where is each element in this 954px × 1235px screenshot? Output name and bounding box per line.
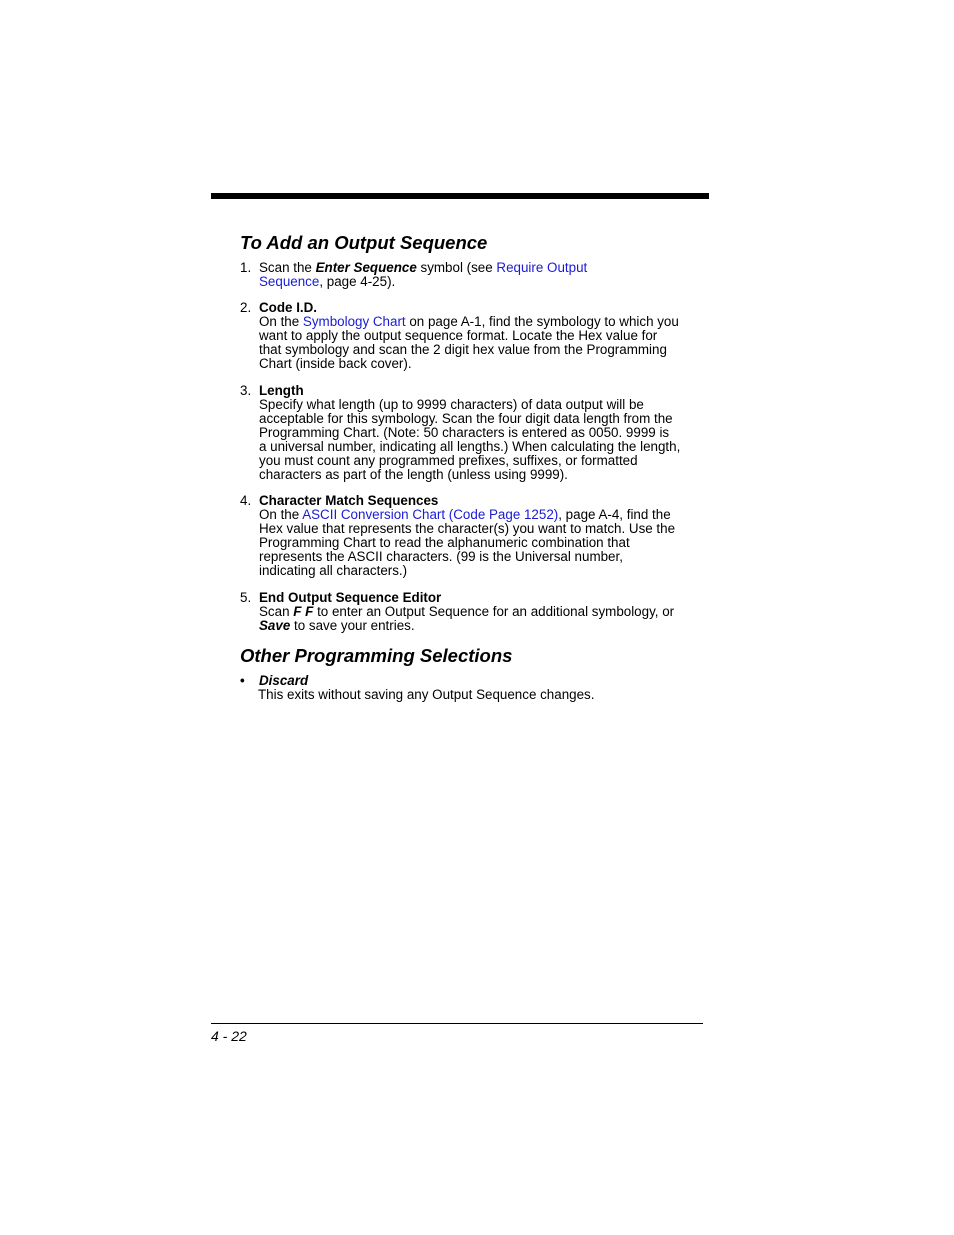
step-text: to save your entries.	[290, 618, 415, 633]
step-text: indicating all characters.)	[259, 563, 408, 578]
save-symbol: Save	[259, 618, 291, 633]
step-1	[240, 261, 710, 289]
step-text: represents the ASCII characters. (99 is the Universal number,	[259, 549, 623, 564]
step-title: Character Match Sequences	[259, 493, 439, 508]
step-number: 5.	[240, 590, 252, 605]
step-text: that symbology and scan the 2 digit hex value from the Programming	[259, 342, 667, 357]
step-text: symbol (see	[416, 260, 497, 275]
step-text: Programming Chart. (Note: 50 characters is entered as 0050. 9999 is	[259, 425, 670, 440]
step-text: to enter an Output Sequence for an additional symbology, or	[313, 604, 675, 619]
symbology-chart-link[interactable]: Symbology Chart	[302, 314, 406, 329]
ff-symbol: F F	[293, 604, 314, 619]
step-5	[240, 591, 710, 633]
step-text: Programming Chart to read the alphanumeric combination that	[259, 535, 630, 550]
step-title: Length	[259, 383, 304, 398]
step-text: Chart (inside back cover).	[259, 356, 412, 371]
step-text: , page A-4, find the	[558, 507, 671, 522]
page-number: 4 - 22	[211, 1028, 247, 1044]
require-output-sequence-link[interactable]: Require Output	[496, 260, 588, 275]
step-number: 2.	[240, 300, 252, 315]
step-text: characters as part of the length (unless using 9999).	[259, 467, 568, 482]
step-text: you must count any programmed prefixes, suffixes, or formatted	[259, 453, 638, 468]
step-text: want to apply the output sequence format. Locate the Hex value for	[259, 328, 658, 343]
discard-description: This exits without saving any Output Sequence changes.	[258, 687, 595, 702]
discard-item	[240, 674, 710, 702]
step-text: on page A-1, find the symbology to which you	[405, 314, 679, 329]
step-title: End Output Sequence Editor	[259, 590, 442, 605]
step-title: Code I.D.	[259, 300, 318, 315]
step-text: Scan the	[259, 260, 316, 275]
require-output-sequence-link[interactable]: Sequence	[259, 274, 320, 289]
step-text: acceptable for this symbology. Scan the four digit data length from the	[259, 411, 673, 426]
heading-add-output-sequence: To Add an Output Sequence	[240, 232, 488, 253]
step-2	[240, 301, 710, 371]
enter-sequence-symbol: Enter Sequence	[315, 260, 417, 275]
step-text: On the	[259, 314, 303, 329]
step-number: 3.	[240, 383, 252, 398]
discard-title: Discard	[259, 673, 309, 688]
header-rule	[211, 193, 709, 199]
step-text: Scan	[259, 604, 294, 619]
step-4	[240, 494, 710, 578]
step-3	[240, 384, 710, 482]
step-number: 1.	[240, 260, 252, 275]
ascii-conversion-chart-link[interactable]: ASCII Conversion Chart (Code Page 1252)	[302, 507, 559, 522]
heading-other-programming-selections: Other Programming Selections	[240, 645, 513, 666]
footer-rule	[211, 1023, 703, 1024]
step-number: 4.	[240, 493, 252, 508]
step-text: , page 4-25).	[319, 274, 396, 289]
step-text: Hex value that represents the character(s) you want to match. Use the	[259, 521, 676, 536]
step-text: Specify what length (up to 9999 characters) of data output will be	[259, 397, 644, 412]
bullet: •	[240, 673, 245, 688]
step-text: a universal number, indicating all lengths.) When calculating the length,	[259, 439, 681, 454]
step-text: On the	[259, 507, 303, 522]
